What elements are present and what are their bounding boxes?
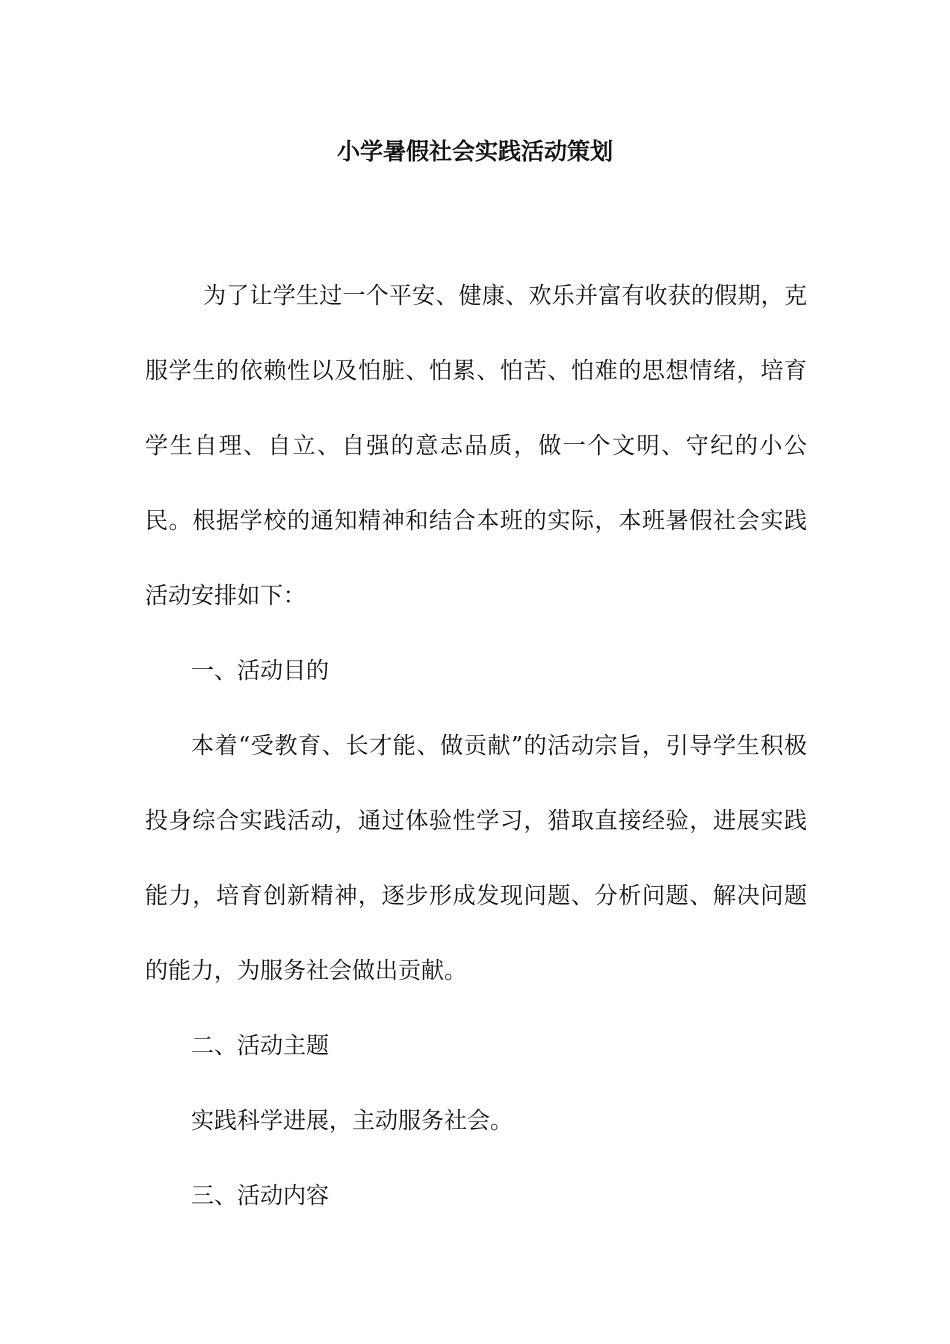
section-heading-theme: 二、活动主题 [191, 1033, 329, 1059]
section-heading-content: 三、活动内容 [191, 1183, 329, 1209]
theme-paragraph: 实践科学进展，主动服务社会。 [191, 1108, 513, 1134]
document-title: 小学暑假社会实践活动策划 [337, 138, 613, 165]
intro-paragraph: 为了让学生过一个平安、健康、欢乐并富有收获的假期，克服学生的依赖性以及怕脏、怕累、怕苦、怕难的思想情绪，培育学生自理、自立、自强的意志品质，做一个文明、守纪的小公民。根据学校的通知精神和结合本班的实际，本班暑假社会实践活动安排如下： [145, 283, 807, 609]
document-body [145, 259, 807, 1234]
purpose-paragraph: 本着“受教育、长才能、做贡献”的活动宗旨，引导学生积极投身综合实践活动，通过体验性学习，猎取直接经验，进展实践能力，培育创新精神，逐步形成发现问题、分析问题、解决问题的能力，为服务社会做出贡献。 [145, 733, 807, 984]
section-heading-purpose: 一、活动目的 [191, 658, 329, 684]
